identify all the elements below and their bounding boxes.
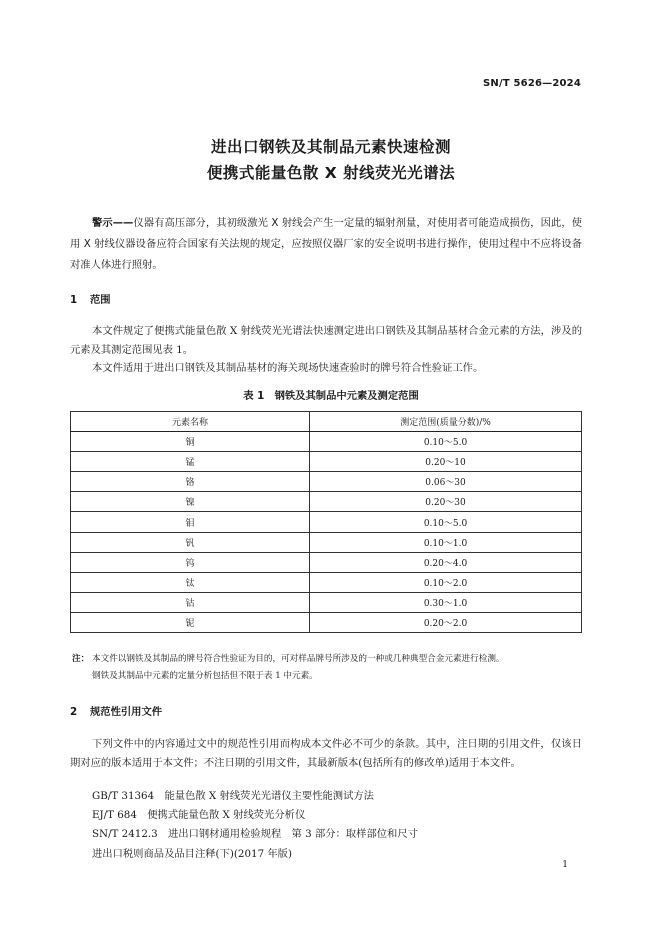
- table-caption: 表 1 钢铁及其制品中元素及测定范围: [243, 390, 419, 402]
- section-number: 2: [70, 706, 78, 718]
- element-cell: 铬: [71, 472, 310, 492]
- reference-item: SN/T 2412.3 进出口钢材通用检验规程 第 3 部分：取样部位和尺寸: [92, 828, 418, 841]
- range-cell: 0.10～1.0: [310, 532, 582, 552]
- document-title-line-1: 进出口钢铁及其制品元素快速检测: [210, 138, 451, 156]
- section-1-heading: [70, 291, 111, 306]
- column-header-range: 测定范围(质量分数)/%: [310, 412, 582, 432]
- reference-item: GB/T 31364 能量色散 X 射线荧光光谱仪主要性能测试方法: [92, 790, 374, 802]
- warning-text: 仪器有高压部分，其初级激光 X 射线会产生一定量的辐射剂量，对使用者可能造成损伤，因此，使用 X 射线仪器设备应符合国家有关法规的规定，应按照仪器厂家的安全说明书进行操作，使用过程中不应将设备对准人体进行照射。: [70, 217, 582, 271]
- range-cell: 0.10～5.0: [310, 512, 582, 532]
- table-header-row: [71, 412, 582, 432]
- element-cell: 铜: [71, 432, 310, 452]
- table-row: [71, 572, 582, 592]
- standard-code: SN/T 5626—2024: [483, 78, 581, 89]
- range-cell: 0.06～30: [310, 472, 582, 492]
- document-title-line-2: 便携式能量色散 X 射线荧光光谱法: [206, 164, 456, 182]
- table-row: [71, 532, 582, 552]
- section-2-paragraph: 下列文件中的内容通过文中的规范性引用而构成本文件必不可少的条款。其中，注日期的引用文件，仅该日期对应的版本适用于本文件；不注日期的引用文件，其最新版本(包括所有的修改单)适用于本文件。: [70, 738, 582, 769]
- table-row: [71, 552, 582, 572]
- element-cell: 镍: [71, 492, 310, 512]
- table-row: [71, 452, 582, 472]
- page-number: 1: [562, 860, 568, 870]
- normative-references-list: [92, 787, 418, 864]
- column-header-element: 元素名称: [71, 412, 310, 432]
- warning-block: [70, 213, 582, 276]
- range-cell: 0.20～2.0: [310, 612, 582, 632]
- section-number: 1: [70, 294, 78, 306]
- table-row: [71, 472, 582, 492]
- range-cell: 0.30～1.0: [310, 592, 582, 612]
- element-cell: 钒: [71, 532, 310, 552]
- note-line-2: 钢铁及其制品中元素的定量分析包括但不限于表 1 中元素。: [92, 671, 318, 681]
- table-row: [71, 612, 582, 632]
- element-cell: 钛: [71, 572, 310, 592]
- element-cell: 钨: [71, 552, 310, 572]
- range-cell: 0.10～5.0: [310, 432, 582, 452]
- section-title: 范围: [90, 294, 111, 306]
- element-cell: 钼: [71, 512, 310, 532]
- table-row: [71, 592, 582, 612]
- element-cell: 钴: [71, 592, 310, 612]
- reference-item: 进出口税则商品及品目注释(下)(2017 年版): [92, 847, 292, 860]
- table-note: [72, 651, 584, 685]
- warning-label: 警示——: [92, 217, 134, 229]
- section-title: 规范性引用文件: [90, 706, 163, 718]
- element-range-table: [70, 411, 582, 633]
- section-2-heading: [70, 703, 162, 718]
- range-cell: 0.20～30: [310, 492, 582, 512]
- note-line-1: 本文件以钢铁及其制品的牌号符合性验证为目的，可对样品牌号所涉及的一种或几种典型合金元素进行检测。: [92, 654, 505, 664]
- range-cell: 0.10～2.0: [310, 572, 582, 592]
- table-row: [71, 432, 582, 452]
- section-1-paragraph-1: 本文件规定了便携式能量色散 X 射线荧光光谱法快速测定进出口钢铁及其制品基材合金元素的方法，涉及的元素及其测定范围见表 1。: [70, 325, 582, 356]
- table-row: [71, 512, 582, 532]
- range-cell: 0.20～4.0: [310, 552, 582, 572]
- reference-item: EJ/T 684 便携式能量色散 X 射线荧光分析仪: [92, 809, 306, 822]
- range-cell: 0.20～10: [310, 452, 582, 472]
- element-cell: 锰: [71, 452, 310, 472]
- table-row: [71, 492, 582, 512]
- element-cell: 铌: [71, 612, 310, 632]
- section-1-paragraph-2: 本文件适用于进出口钢铁及其制品基材的海关现场快速查验时的牌号符合性验证工作。: [92, 362, 484, 374]
- note-label: 注：: [72, 654, 90, 664]
